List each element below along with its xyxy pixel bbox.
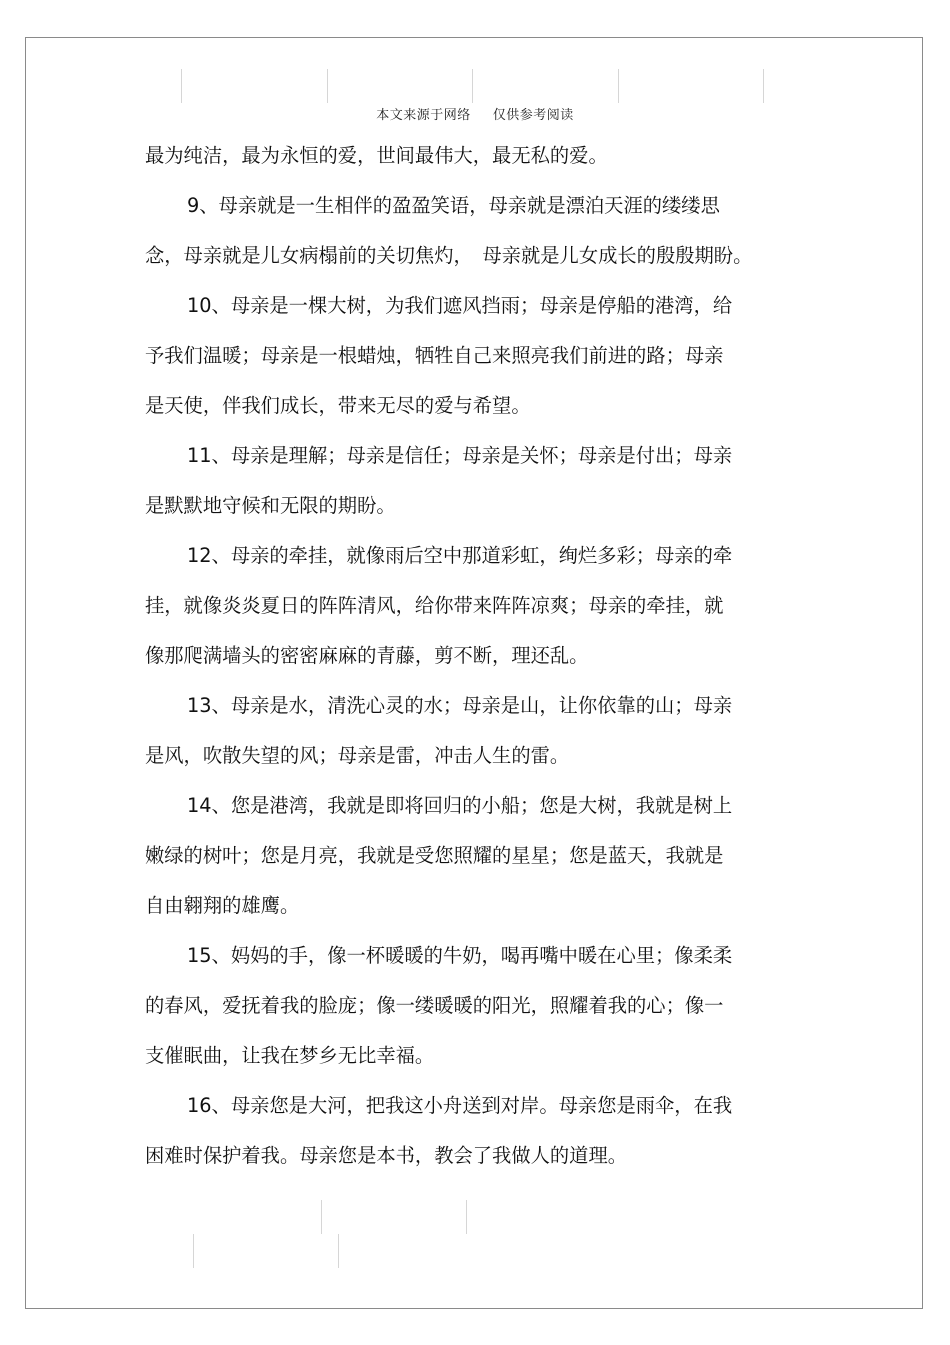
footer-tick-mark [193, 1234, 194, 1268]
text-line: 予我们温暖；母亲是一根蜡烛，牺牲自己来照亮我们前进的路；母亲 [145, 344, 724, 367]
paragraph [145, 431, 795, 531]
text-line: 的春风，爱抚着我的脸庞；像一缕暖暖的阳光，照耀着我的心；像一 [145, 994, 724, 1017]
text-line: 自由翱翔的雄鹰。 [145, 894, 300, 917]
text-line: 支催眠曲，让我在梦乡无比幸福。 [145, 1044, 435, 1067]
paragraph [145, 781, 795, 931]
text-line: 是默默地守候和无限的期盼。 [145, 494, 396, 517]
paragraph [145, 1081, 795, 1181]
document-body [145, 131, 795, 1181]
header-note [0, 104, 950, 123]
text-line: 16、母亲您是大河，把我这小舟送到对岸。母亲您是雨伞，在我 [187, 1094, 733, 1117]
header-tick-mark [327, 69, 328, 103]
text-line: 嫩绿的树叶；您是月亮，我就是受您照耀的星星；您是蓝天，我就是 [145, 844, 724, 867]
text-line: 15、妈妈的手，像一杯暖暖的牛奶，喝再嘴中暖在心里；像柔柔 [187, 944, 733, 967]
reference-note: 仅供参考阅读 [492, 108, 574, 123]
text-line: 困难时保护着我。母亲您是本书，教会了我做人的道理。 [145, 1144, 628, 1167]
header-tick-mark [472, 69, 473, 103]
text-line: 11、母亲是理解；母亲是信任；母亲是关怀；母亲是付出；母亲 [187, 444, 733, 467]
header-tick-mark [618, 69, 619, 103]
paragraph [145, 281, 795, 431]
paragraph [145, 681, 795, 781]
text-line: 最为纯洁，最为永恒的爱，世间最伟大，最无私的爱。 [145, 144, 608, 167]
text-line: 念，母亲就是儿女病榻前的关切焦灼， 母亲就是儿女成长的殷殷期盼。 [145, 244, 753, 267]
text-line: 10、母亲是一棵大树，为我们遮风挡雨；母亲是停船的港湾，给 [187, 294, 733, 317]
text-line: 是风，吹散失望的风；母亲是雷，冲击人生的雷。 [145, 744, 570, 767]
paragraph [145, 931, 795, 1081]
text-line: 挂，就像炎炎夏日的阵阵清风，给你带来阵阵凉爽；母亲的牵挂，就 [145, 594, 724, 617]
footer-tick-mark [321, 1200, 322, 1234]
paragraph [145, 531, 795, 681]
footer-tick-mark [338, 1234, 339, 1268]
source-note: 本文来源于网络 [376, 108, 471, 123]
text-line: 像那爬满墙头的密密麻麻的青藤，剪不断，理还乱。 [145, 644, 589, 667]
paragraph [145, 131, 795, 181]
text-line: 是天使，伴我们成长，带来无尽的爱与希望。 [145, 394, 531, 417]
text-line: 13、母亲是水，清洗心灵的水；母亲是山，让你依靠的山；母亲 [187, 694, 733, 717]
header-tick-mark [763, 69, 764, 103]
text-line: 9、母亲就是一生相伴的盈盈笑语，母亲就是漂泊天涯的缕缕思 [187, 194, 720, 217]
text-line: 14、您是港湾，我就是即将回归的小船；您是大树，我就是树上 [187, 794, 733, 817]
paragraph [145, 181, 795, 281]
footer-tick-mark [466, 1200, 467, 1234]
header-tick-mark [181, 69, 182, 103]
text-line: 12、母亲的牵挂，就像雨后空中那道彩虹，绚烂多彩；母亲的牵 [187, 544, 733, 567]
